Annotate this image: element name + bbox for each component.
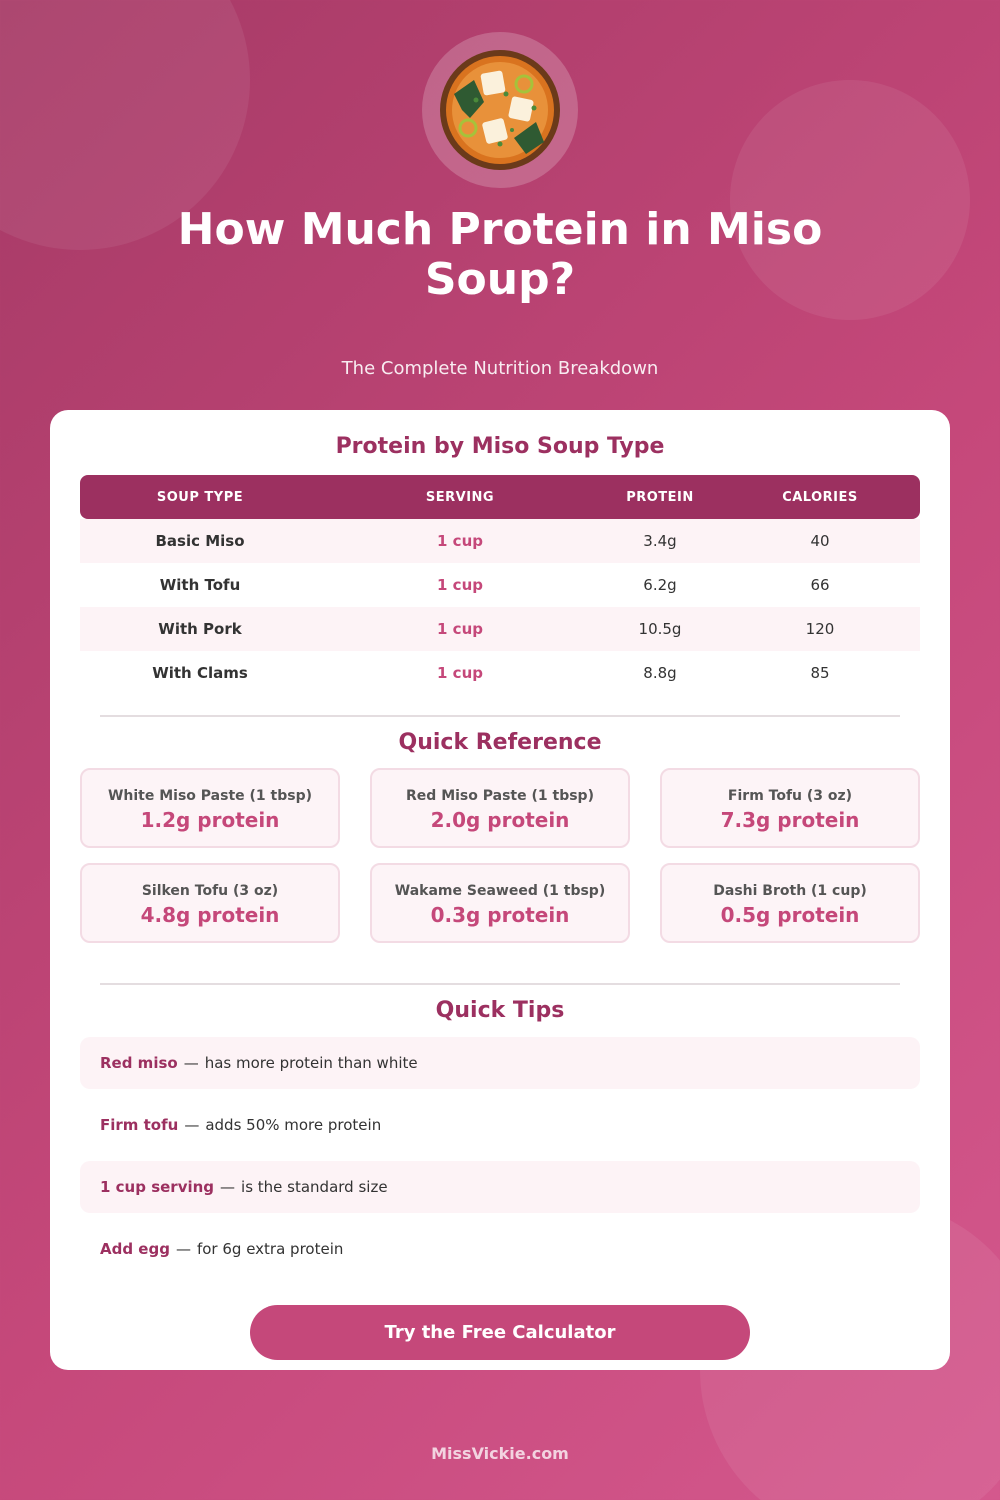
reference-label: Red Miso Paste (1 tbsp) (406, 788, 594, 804)
reference-value: 0.3g protein (430, 903, 570, 927)
reference-card (80, 768, 340, 848)
reference-card (660, 768, 920, 848)
header-serving: SERVING (425, 489, 495, 505)
reference-card (370, 768, 630, 848)
table-row (80, 607, 920, 651)
reference-label: Silken Tofu (3 oz) (141, 883, 279, 899)
calculator-button[interactable]: Try the Free Calculator (250, 1305, 750, 1360)
divider (100, 715, 900, 717)
content-card (50, 410, 950, 1370)
tips-title: Quick Tips (435, 998, 565, 1023)
tip-separator: — (175, 1240, 191, 1258)
reference-label: Wakame Seaweed (1 tbsp) (394, 883, 606, 899)
reference-card (80, 863, 340, 943)
cell-calories: 40 (810, 532, 830, 550)
reference-value: 2.0g protein (430, 808, 570, 832)
reference-title: Quick Reference (398, 730, 602, 755)
cell-serving: 1 cup (437, 620, 483, 638)
table-row (80, 651, 920, 695)
tip-text: for 6g extra protein (196, 1240, 344, 1258)
cell-protein: 3.4g (643, 532, 677, 550)
cell-soup-type: With Pork (158, 620, 242, 638)
tip-key: Red miso (100, 1054, 178, 1072)
table-header (80, 475, 920, 519)
cell-protein: 8.8g (643, 664, 677, 682)
page-subtitle: The Complete Nutrition Breakdown (341, 358, 659, 379)
page-title: How Much Protein in Miso Soup? (177, 204, 823, 305)
cell-soup-type: With Tofu (159, 576, 241, 594)
tip-separator: — (184, 1116, 200, 1134)
logo (422, 32, 578, 188)
table-title: Protein by Miso Soup Type (335, 434, 665, 459)
tip-item (80, 1223, 920, 1275)
tip-key: 1 cup serving (100, 1178, 215, 1196)
reference-label: Dashi Broth (1 cup) (713, 883, 867, 899)
cell-soup-type: With Clams (152, 664, 248, 682)
cell-serving: 1 cup (437, 664, 483, 682)
cell-serving: 1 cup (437, 532, 483, 550)
cell-calories: 85 (810, 664, 830, 682)
reference-card (660, 863, 920, 943)
tip-text: adds 50% more protein (205, 1116, 382, 1134)
cell-protein: 10.5g (638, 620, 682, 638)
cell-soup-type: Basic Miso (155, 532, 245, 550)
reference-label: White Miso Paste (1 tbsp) (107, 788, 313, 804)
footer-site[interactable]: MissVickie.com (431, 1444, 569, 1463)
tip-item (80, 1037, 920, 1089)
divider (100, 983, 900, 985)
reference-value: 7.3g protein (720, 808, 860, 832)
tip-text: has more protein than white (204, 1054, 418, 1072)
reference-value: 0.5g protein (720, 903, 860, 927)
table-row (80, 519, 920, 563)
tip-key: Firm tofu (100, 1116, 179, 1134)
reference-card (370, 863, 630, 943)
protein-table (80, 475, 920, 695)
header-soup-type: SOUP TYPE (156, 489, 244, 505)
reference-label: Firm Tofu (3 oz) (727, 788, 853, 804)
tip-item (80, 1161, 920, 1213)
table-row (80, 563, 920, 607)
cell-serving: 1 cup (437, 576, 483, 594)
cell-protein: 6.2g (643, 576, 677, 594)
tip-separator: — (183, 1054, 199, 1072)
tip-key: Add egg (100, 1240, 170, 1258)
tip-item (80, 1099, 920, 1151)
reference-value: 4.8g protein (140, 903, 280, 927)
tip-text: is the standard size (241, 1178, 388, 1196)
miso-soup-bowl-icon (440, 50, 560, 170)
header-protein: PROTEIN (626, 489, 694, 505)
reference-value: 1.2g protein (140, 808, 280, 832)
cell-calories: 66 (810, 576, 830, 594)
header-calories: CALORIES (782, 489, 858, 505)
cell-calories: 120 (805, 620, 835, 638)
tip-separator: — (220, 1178, 236, 1196)
